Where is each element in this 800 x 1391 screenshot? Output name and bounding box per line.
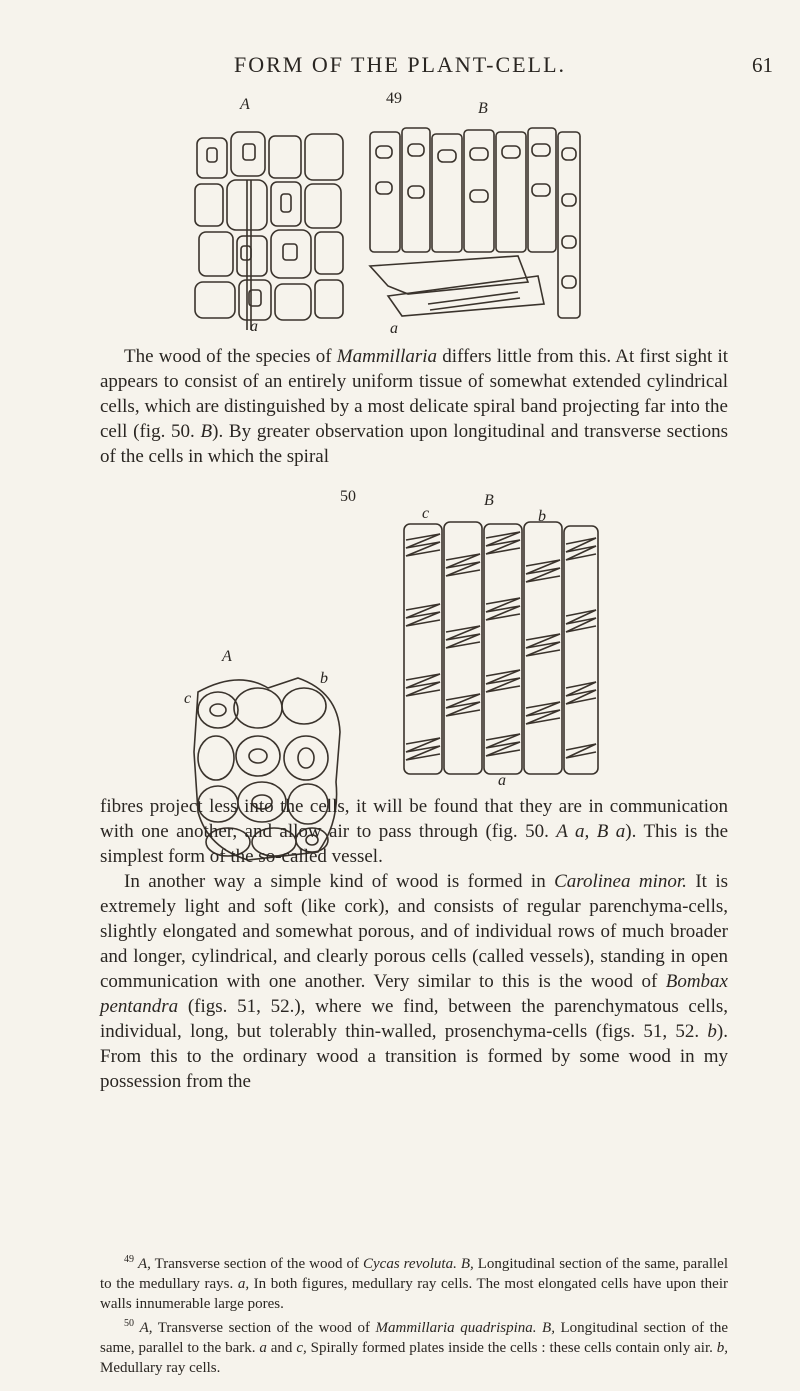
fn49-species: Cycas revoluta. [363,1256,457,1272]
fn50-text4: Spirally formed plates inside the cells : these cells contain only air. [306,1340,717,1356]
fn49-mark: 49 [124,1254,134,1265]
fig50-label-b-small: b [320,670,328,687]
fn50-text3: and [266,1340,297,1356]
p3-text-4: ). From this to the ordinary wood a transition is formed by some wood in my possession from the [100,1021,728,1092]
p2-text-2: ). This is the simplest form of the so-called vessel. [100,821,728,867]
fn49-text2: Longitudinal section of the same, parallel to the medullary rays. [100,1256,729,1292]
p3-text-1: In another way a simple kind of wood is formed in [124,871,555,892]
page-number: 61 [752,53,773,77]
fn49-b: B, [456,1256,474,1272]
footnote-50 [100,1314,728,1378]
fig49-number: 49 [386,90,402,107]
p3-text-2: It is extremely light and soft (like cork), and consists of regular parenchyma-cells, slightly elongated and somewhat porous, and of individual rows of much broader and longer, cylindrical, and clearly porous cells (called vessels), standing in open communication with one another. Very similar to this is the wood of [100,871,729,992]
fig49-label-a-small-right: a [390,320,398,337]
footnote-49 [100,1250,728,1314]
fn50-b: B, [536,1320,555,1336]
fn50-mark: 50 [124,1318,134,1329]
fig50-label-c-right: c [422,505,430,522]
fig50-label-a: A [222,648,232,665]
fig50-label-a-small: a [498,772,506,789]
p2-ref: A a, B a [556,821,626,842]
fn50-b-small: b, [716,1340,728,1356]
p3-species-2: Bombax pentandra [100,971,728,1017]
p1-species: Mammillaria [336,346,438,367]
fig49-label-b: B [478,100,488,117]
fig50-number: 50 [340,488,356,505]
fn50-species: Mammillaria quadrispina. [375,1320,537,1336]
paragraph-1 [100,344,728,467]
running-head: FORM OF THE PLANT-CELL. [233,52,567,77]
fn50-a-small: a [259,1340,267,1356]
fn50-a: A, [139,1320,153,1336]
fig49-label-a-small-left: a [250,318,258,335]
fig50-label-b-small-right: b [538,508,546,525]
p1-text-end: ). By greater observation upon longitudinal and transverse sections of the cells in which the spiral [100,421,728,467]
p1-text-start: The wood of the species of [124,346,337,367]
fig50-label-c-left: c [184,690,192,707]
fig49-label-a: A [240,96,250,113]
fig49-b-longitudinal-section [368,126,583,326]
p3-species-1: Carolinea minor. [554,871,687,892]
p1-text-mid: differs little from this. At first sight it appears to consist of an entirely uniform tissue of somewhat extended cylindrical cells, which are distinguished by a most delicate spiral band projecting far into the cell (fig. 50. [100,346,728,442]
p1-fig-ref: B [200,421,213,442]
p2-text-1: fibres project less into the cells, it will be found that they are in communication with one another, and allow air to pass through (fig. 50. [100,796,728,842]
paragraph-2-3 [100,794,728,1240]
p3-ref-b: b [707,1021,717,1042]
fn50-text5: Medullary ray cells. [100,1360,221,1376]
p3-text-3: (figs. 51, 52.), where we find, between the parenchymatous cells, individual, long, but tolerably thin-walled, prosenchyma-cells (figs. 51, 52. [100,996,728,1042]
fn49-text1: Transverse section of the wood of [150,1256,363,1272]
fn49-a2: a, [237,1276,250,1292]
fig49-a-transverse-section [185,120,360,335]
fn50-text2: Longitudinal section of the same, parallel to the bark. [100,1320,728,1356]
fn49-a: A, [138,1256,151,1272]
fn49-text3: In both figures, medullary ray cells. The most elongated cells have upon their walls innumerable large pores. [100,1276,729,1312]
fn50-c: c, [296,1340,307,1356]
fn50-text1: Transverse section of the wood of [152,1320,376,1336]
fig50-label-b: B [484,492,494,509]
footnotes [100,1250,728,1378]
fig50-b-longitudinal-section [400,520,602,780]
